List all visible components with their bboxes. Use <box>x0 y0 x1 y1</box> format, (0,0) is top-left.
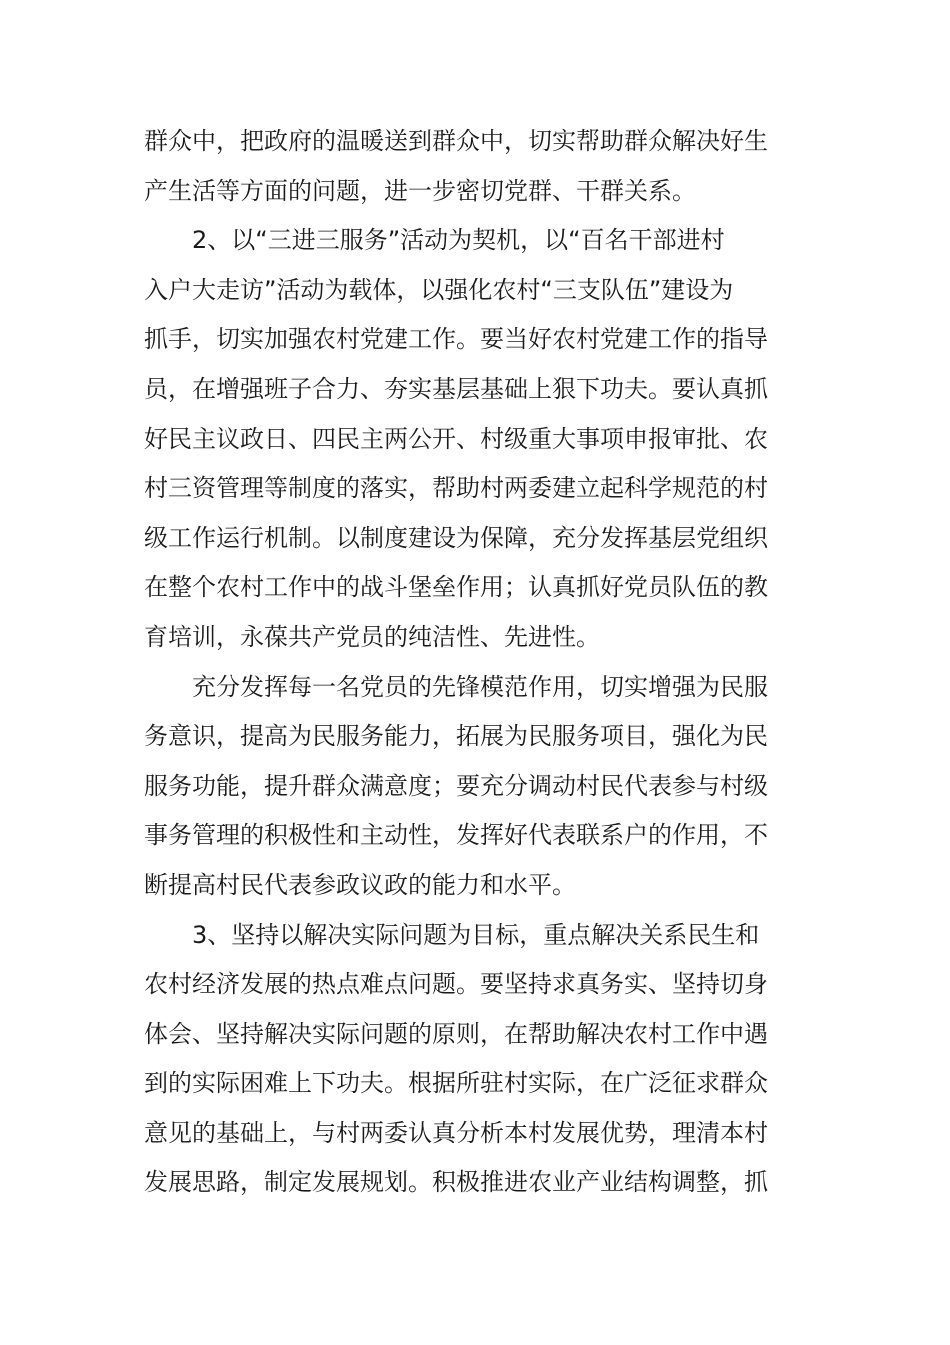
paragraph-first-line: 3、坚持以解决实际问题为目标，重点解决关系民生和 <box>192 920 760 949</box>
text-line: 育培训，永葆共产党员的纯洁性、先进性。 <box>144 622 600 651</box>
text-line: 发展思路，制定发展规划。积极推进农业产业结构调整，抓 <box>144 1168 768 1197</box>
text-line: 农村经济发展的热点难点问题。要坚持求真务实、坚持切身 <box>144 970 768 999</box>
text-line: 级工作运行机制。以制度建设为保障，充分发挥基层党组织 <box>144 523 768 552</box>
text-line: 断提高村民代表参政议政的能力和水平。 <box>144 870 576 899</box>
body-text <box>144 117 768 1208</box>
text-line: 群众中，把政府的温暖送到群众中，切实帮助群众解决好生 <box>144 127 768 155</box>
text-line: 在整个农村工作中的战斗堡垒作用；认真抓好党员队伍的教 <box>144 573 768 602</box>
text-line: 服务功能，提升群众满意度；要充分调动村民代表参与村级 <box>144 771 768 800</box>
text-line: 产生活等方面的问题，进一步密切党群、干群关系。 <box>144 176 696 205</box>
text-line: 事务管理的积极性和主动性，发挥好代表联系户的作用，不 <box>144 821 768 850</box>
text-line: 到的实际困难上下功夫。根据所驻村实际，在广泛征求群众 <box>144 1069 768 1098</box>
text-line: 意见的基础上，与村两委认真分析本村发展优势，理清本村 <box>144 1118 768 1147</box>
paragraph-first-line: 2、以“三进三服务”活动为契机，以“百名干部进村 <box>192 226 725 255</box>
text-line: 好民主议政日、四民主两公开、村级重大事项申报审批、农 <box>144 424 768 453</box>
text-line: 村三资管理等制度的落实，帮助村两委建立起科学规范的村 <box>144 474 768 503</box>
text-line: 务意识，提高为民服务能力，拓展为民服务项目，强化为民 <box>144 722 768 751</box>
text-line: 抓手，切实加强农村党建工作。要当好农村党建工作的指导 <box>144 325 768 354</box>
text-line: 体会、坚持解决实际问题的原则，在帮助解决农村工作中遇 <box>144 1019 768 1048</box>
text-line: 员，在增强班子合力、夯实基层基础上狠下功夫。要认真抓 <box>144 374 768 403</box>
paragraph-first-line: 充分发挥每一名党员的先锋模范作用，切实增强为民服 <box>192 672 768 701</box>
text-line: 入户大走访”活动为载体，以强化农村“三支队伍”建设为 <box>144 275 734 304</box>
